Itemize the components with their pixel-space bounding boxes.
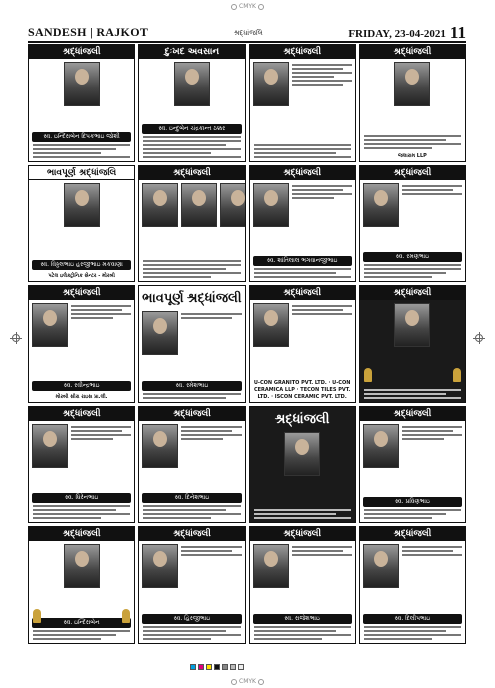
portrait-photo: [363, 424, 399, 468]
portrait-photo: [64, 183, 100, 227]
obituary-ad: [359, 526, 466, 644]
ad-text-block: [360, 135, 465, 152]
portrait-photo: [253, 62, 289, 106]
ad-banner: શ્રદ્ધાંજલી: [29, 286, 134, 300]
portrait-photo: [142, 183, 178, 227]
ad-text-block: [29, 144, 134, 161]
section-title: શ્રદ્ધાંજલિ: [233, 29, 263, 37]
ad-nameplate: સ્વ. રવીન્દ્રભાઇ: [32, 381, 131, 391]
obituary-ad: [359, 285, 466, 403]
ad-body: [139, 541, 244, 614]
portrait-photo: [32, 303, 68, 347]
ad-body: [360, 59, 465, 135]
obituary-ad: [138, 285, 245, 403]
lamp-icon: [453, 368, 461, 382]
obituary-ad: [138, 165, 245, 283]
ad-text-block: [360, 389, 465, 402]
obituary-ad: [249, 526, 356, 644]
obituary-ad: [249, 44, 356, 162]
portrait-photo: [142, 311, 178, 355]
portrait-photo: [142, 424, 178, 468]
ad-nameplate: સ્વ. ઇન્દિરાબેન દિપકભાઇ જોશી: [32, 132, 131, 142]
ad-text-block: [181, 311, 241, 378]
obituary-ad: [249, 406, 356, 524]
registration-circle-icon: [231, 679, 237, 685]
ad-body: [139, 59, 244, 124]
ad-banner: દુઃખદ અવસાન: [139, 45, 244, 59]
page-header: [28, 25, 466, 43]
crosshair-icon: [12, 334, 20, 342]
obituary-ad: [138, 44, 245, 162]
ad-nameplate: સ્વ. વિઠ્ઠલભાઇ હરજીભાઇ મકવાણા: [32, 260, 131, 270]
ad-nameplate: સ્વ. દિલીપભાઇ: [363, 614, 462, 624]
portrait-photo: [220, 183, 245, 227]
ad-body: [250, 541, 355, 614]
portrait-photo: [253, 303, 289, 347]
ad-banner: શ્રદ્ધાંજલી: [360, 286, 465, 300]
ad-nameplate: સ્વ. રાજેશભાઇ: [253, 614, 352, 624]
registration-bottom: [0, 678, 495, 685]
ad-nameplate: સ્વ. પ્રવિણભાઇ: [363, 497, 462, 507]
ad-banner: શ્રદ્ધાંજલી: [29, 407, 134, 421]
portrait-photo: [394, 303, 430, 347]
obituary-ad: [28, 406, 135, 524]
obituary-ad: [359, 44, 466, 162]
ad-body: [29, 59, 134, 132]
obituary-ad: [138, 406, 245, 524]
registration-label: CMYK: [239, 3, 256, 10]
ad-text-block: [250, 144, 355, 161]
lamp-icon: [122, 609, 130, 623]
obituary-ad: [249, 285, 356, 403]
ad-body: [360, 180, 465, 253]
lamp-icon: [364, 368, 372, 382]
ad-text-block: [250, 509, 355, 522]
ad-banner: શ્રદ્ધાંજલી: [360, 527, 465, 541]
obituary-ad: [28, 44, 135, 162]
obituary-ad: [138, 526, 245, 644]
ad-body: [250, 59, 355, 144]
portrait-photo: [64, 544, 100, 588]
ad-text-block: [292, 62, 352, 141]
ad-banner: શ્રદ્ધાંજલી: [250, 45, 355, 59]
ad-banner: શ્રદ્ધાંજલી: [360, 407, 465, 421]
ad-company: મોરબી સીરા રાઇસ પ્રા.લી.: [55, 393, 108, 400]
ad-nameplate: સ્વ. ઇન્દિરાબેન: [32, 618, 131, 628]
ad-banner: શ્રદ્ધાંજલી: [250, 166, 355, 180]
ad-nameplate: સ્વ. શાંતિલાલ ભગવાનજીભાઇ: [253, 256, 352, 266]
ad-body: [29, 541, 134, 618]
ad-body: [139, 308, 244, 381]
ad-banner: શ્રદ્ધાંજલી: [360, 166, 465, 180]
color-calibration-bar: [190, 664, 244, 670]
ad-text-block: [292, 303, 352, 376]
ad-text-block: [139, 260, 244, 281]
portrait-photo: [64, 62, 100, 106]
ad-text-block: [71, 424, 131, 491]
portrait-photo: [363, 544, 399, 588]
ad-banner: ભાવપૂર્ણ શ્રદ્ધાંજલી: [142, 290, 242, 306]
ad-text-block: [71, 303, 131, 378]
ad-nameplate: સ્વ. દિનેશભાઇ: [142, 493, 241, 503]
ad-body: [29, 421, 134, 494]
ad-text-block: [360, 509, 465, 522]
registration-circle-icon: [258, 4, 264, 10]
ad-body: [139, 421, 244, 494]
ad-text-block: [402, 183, 462, 250]
ad-text-block: [250, 626, 355, 643]
ad-body: [29, 300, 134, 381]
ad-text-block: [29, 505, 134, 522]
portrait-photo: [142, 544, 178, 588]
ad-body: [250, 180, 355, 257]
ad-text-block: [29, 630, 134, 643]
ad-body: [250, 300, 355, 379]
ad-banner: શ્રદ્ધાંજલી: [139, 407, 244, 421]
portrait-photo: [32, 424, 68, 468]
registration-circle-icon: [231, 4, 237, 10]
ad-body: [139, 180, 244, 261]
masthead: SANDESH | RAJKOT: [28, 25, 149, 39]
date-block: [348, 24, 466, 41]
ad-nameplate: સ્વ. હિરજીભાઇ: [142, 614, 241, 624]
ad-body: [29, 180, 134, 261]
obituary-grid: [28, 44, 466, 644]
lamp-icon: [33, 609, 41, 623]
ad-company: પટેલ ઇલેક્ટ્રોનિક સેન્ટર - મોરબી: [48, 273, 115, 280]
issue-date: FRIDAY, 23-04-2021: [348, 28, 446, 40]
ad-company: જલારામ LLP: [397, 152, 427, 159]
ad-banner: શ્રદ્ધાંજલી: [29, 527, 134, 541]
registration-label: CMYK: [239, 678, 256, 685]
ad-text-block: [250, 268, 355, 281]
portrait-photo: [394, 62, 430, 106]
ad-nameplate: સ્વ. ઇન્દુબેન ચંદ્રકાન્ત ઠક્કર: [142, 124, 241, 134]
ad-nameplate: સ્વ. રમણભાઇ: [363, 252, 462, 262]
portrait-photo: [253, 544, 289, 588]
ad-body: [360, 421, 465, 498]
portrait-photo: [174, 62, 210, 106]
ad-banner: શ્રદ્ધાંજલી: [274, 410, 330, 426]
ad-text-block: [402, 424, 462, 495]
ad-banner: શ્રદ્ધાંજલી: [360, 45, 465, 59]
ad-text-block: [139, 393, 244, 402]
ad-body: [250, 429, 355, 510]
registration-top: [0, 3, 495, 10]
obituary-ad: [28, 165, 135, 283]
ad-company: U-CON GRANITO PVT. LTD. · U-CON CERAMICA LLP · TECON TILES PVT. LTD. · ISCON CERAMIC PVT. LTD.: [253, 379, 351, 400]
page-number: 11: [449, 23, 466, 42]
ad-text-block: [181, 424, 241, 491]
ad-body: [360, 300, 465, 389]
ad-body: [360, 541, 465, 614]
obituary-ad: [28, 285, 135, 403]
ad-text-block: [292, 544, 352, 611]
ad-nameplate: સ્વ. રમેશભાઇ: [142, 381, 241, 391]
ad-banner: શ્રદ્ધાંજલી: [250, 286, 355, 300]
crosshair-icon: [475, 334, 483, 342]
ad-text-block: [181, 544, 241, 611]
ad-text-block: [139, 136, 244, 161]
ad-text-block: [360, 264, 465, 281]
obituary-ad: [249, 165, 356, 283]
ad-text-block: [360, 626, 465, 643]
portrait-photo: [363, 183, 399, 227]
ad-banner: ભાવપૂર્ણ શ્રદ્ધાંજલિ: [29, 166, 134, 180]
obituary-ad: [359, 165, 466, 283]
ad-banner: શ્રદ્ધાંજલી: [29, 45, 134, 59]
ad-banner: શ્રદ્ધાંજલી: [139, 166, 244, 180]
registration-circle-icon: [258, 679, 264, 685]
portrait-photo: [284, 432, 320, 476]
ad-text-block: [139, 626, 244, 643]
ad-nameplate: સ્વ. ધિરેનભાઇ: [32, 493, 131, 503]
portrait-photo: [253, 183, 289, 227]
ad-banner: શ્રદ્ધાંજલી: [139, 527, 244, 541]
obituary-ad: [359, 406, 466, 524]
ad-banner: શ્રદ્ધાંજલી: [250, 527, 355, 541]
ad-text-block: [139, 505, 244, 522]
ad-text-block: [292, 183, 352, 254]
ad-text-block: [402, 544, 462, 611]
portrait-photo: [181, 183, 217, 227]
obituary-ad: [28, 526, 135, 644]
